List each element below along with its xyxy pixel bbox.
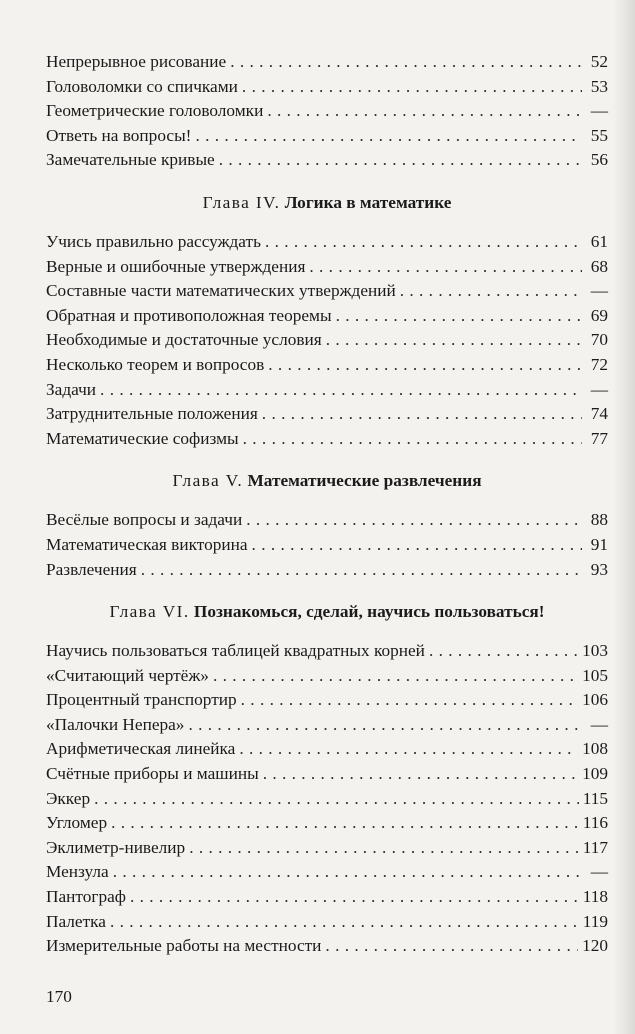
dot-leader [309, 255, 582, 280]
toc-entry-page: — [590, 714, 608, 734]
toc-entry[interactable] [46, 378, 608, 403]
dot-leader [252, 533, 582, 558]
toc-entry-page: 72 [590, 354, 608, 374]
dot-leader [130, 885, 579, 910]
toc-entry-page: — [590, 101, 608, 121]
chapter-heading [46, 469, 608, 493]
dot-leader [262, 402, 582, 427]
toc-entry[interactable] [46, 558, 608, 583]
toc-entry-title: Процентный транспортир [46, 690, 237, 710]
toc-entry[interactable] [46, 328, 608, 353]
dot-leader [336, 304, 582, 329]
toc-entry-title: Эклиметр-нивелир [46, 837, 186, 857]
toc-entry[interactable] [46, 860, 608, 885]
toc-entry-title: Составные части математических утверждений [46, 281, 396, 301]
dot-leader [263, 762, 578, 787]
toc-entry-title: Эккер [46, 788, 91, 808]
toc-entry[interactable] [46, 737, 608, 762]
toc-entry-page: 52 [590, 52, 608, 71]
toc-entry[interactable] [46, 836, 608, 861]
toc-entry-page: 117 [582, 837, 608, 857]
chapter-label: Глава V. [172, 471, 244, 491]
toc-entry-page: 74 [590, 404, 608, 424]
toc-entry[interactable] [46, 402, 608, 427]
toc-entry[interactable] [46, 508, 608, 533]
toc-entry-page: 105 [582, 665, 608, 685]
toc-entry-page: 69 [590, 305, 608, 325]
toc-entry[interactable] [46, 50, 608, 75]
toc-entry-page: 106 [582, 690, 608, 710]
toc-entry-page: — [590, 281, 608, 301]
dot-leader [110, 910, 579, 935]
toc-entry[interactable] [46, 533, 608, 558]
toc-entry-page: 70 [590, 330, 608, 350]
page-edge-shadow [613, 0, 635, 1034]
toc-entry[interactable] [46, 885, 608, 910]
chapter-label: Глава VI. [109, 602, 190, 622]
toc-entry-title: Счётные приборы и машины [46, 764, 259, 784]
toc-entry-page: 68 [590, 256, 608, 276]
toc-entry[interactable] [46, 934, 608, 959]
chapter-name: Математические развлечения [247, 471, 482, 491]
toc-entry-title: Учись правильно рассуждать [46, 231, 261, 251]
dot-leader [267, 99, 582, 124]
toc-entry[interactable] [46, 664, 608, 689]
toc-entry[interactable] [46, 99, 608, 124]
toc-entry-title: Геометрические головоломки [46, 101, 264, 121]
toc-entry-page: 91 [590, 534, 608, 554]
toc-entry-title: Весёлые вопросы и задачи [46, 510, 243, 530]
toc-entry[interactable] [46, 75, 608, 100]
toc-entry-page: 61 [590, 231, 608, 251]
chapter-name: Логика в математике [284, 192, 452, 212]
toc-entry[interactable] [46, 230, 608, 255]
toc-entry-page: 53 [590, 76, 608, 96]
toc-entry-title: Задачи [46, 379, 97, 399]
toc-entry-title: Арифметическая линейка [46, 739, 236, 759]
dot-leader [265, 230, 582, 255]
toc-entry-page: 88 [590, 510, 608, 530]
dot-leader [219, 148, 582, 173]
chapter-heading [46, 600, 608, 624]
toc-entry-title: Обратная и противоположная теоремы [46, 305, 332, 325]
toc-entry-page: — [590, 862, 608, 882]
dot-leader [400, 279, 582, 304]
toc-entry-title: «Считающий чертёж» [46, 665, 209, 685]
toc-entry-title: Измерительные работы на местности [46, 936, 322, 956]
dot-leader [326, 328, 582, 353]
toc-entry[interactable] [46, 255, 608, 280]
dot-leader [113, 860, 582, 885]
chapter-label: Глава IV. [202, 192, 281, 212]
dot-leader [195, 124, 582, 149]
toc-entry-title: Палетка [46, 911, 106, 931]
toc-entry-page: 93 [590, 559, 608, 579]
toc-entry-title: Математические софизмы [46, 428, 239, 448]
toc-entry[interactable] [46, 639, 608, 664]
toc-entry-title: Несколько теорем и вопросов [46, 354, 265, 374]
chapter-name: Познакомься, сделай, научись пользоваться! [193, 602, 545, 622]
toc-entry[interactable] [46, 279, 608, 304]
chapter-heading [46, 191, 608, 215]
dot-leader [230, 50, 582, 75]
toc-entry-title: Головоломки со спичками [46, 76, 238, 96]
toc-entry-page: 56 [590, 150, 608, 170]
toc-entry-page: 115 [582, 788, 608, 808]
toc-entry-page: 118 [582, 887, 608, 907]
dot-leader [100, 378, 582, 403]
toc-entry-title: Непрерывное рисование [46, 52, 227, 71]
dot-leader [246, 508, 582, 533]
toc-entry-title: Необходимые и достаточные условия [46, 330, 322, 350]
toc-entry-title: Замечательные кривые [46, 150, 215, 170]
page-number: 170 [46, 987, 72, 1006]
toc-entry[interactable] [46, 148, 608, 173]
dot-leader [242, 75, 582, 100]
toc-entry-title: Ответь на вопросы! [46, 125, 192, 145]
toc-entry-title: «Палочки Непера» [46, 714, 185, 734]
toc-entry[interactable] [46, 304, 608, 329]
toc-entry[interactable] [46, 124, 608, 149]
dot-leader [111, 811, 579, 836]
toc-entry-page: 103 [582, 641, 608, 661]
dot-leader [213, 664, 578, 689]
toc-entry-page: 77 [590, 428, 608, 448]
dot-leader [325, 934, 578, 959]
dot-leader [268, 353, 582, 378]
toc-entry-title: Научись пользоваться таблицей квадратных корней [46, 641, 425, 661]
toc-entry[interactable] [46, 427, 608, 452]
dot-leader [239, 737, 578, 762]
toc-entry[interactable] [46, 811, 608, 836]
toc-entry-page: 109 [582, 764, 608, 784]
dot-leader [429, 639, 578, 664]
dot-leader [241, 688, 578, 713]
toc-entry[interactable] [46, 762, 608, 787]
toc-entry-title: Верные и ошибочные утверждения [46, 256, 306, 276]
toc-entry[interactable] [46, 910, 608, 935]
toc-entry-title: Затруднительные положения [46, 404, 258, 424]
toc-entry[interactable] [46, 787, 608, 812]
toc-entry-page: 116 [582, 813, 608, 833]
dot-leader [141, 558, 582, 583]
toc-entry-title: Развлечения [46, 559, 137, 579]
toc-entry-page: — [590, 379, 608, 399]
toc-entry[interactable] [46, 688, 608, 713]
toc-entry-title: Математическая викторина [46, 534, 248, 554]
toc-entry-title: Пантограф [46, 887, 126, 907]
dot-leader [189, 836, 579, 861]
toc-entry-title: Угломер [46, 813, 108, 833]
toc-entry-page: 108 [582, 739, 608, 759]
toc-entry[interactable] [46, 713, 608, 738]
dot-leader [188, 713, 582, 738]
toc-entry-title: Мензула [46, 862, 109, 882]
toc-entry-page: 120 [582, 936, 608, 956]
dot-leader [243, 427, 582, 452]
table-of-contents [46, 50, 608, 959]
dot-leader [94, 787, 579, 812]
toc-entry[interactable] [46, 353, 608, 378]
toc-entry-page: 119 [582, 911, 608, 931]
toc-entry-page: 55 [590, 125, 608, 145]
